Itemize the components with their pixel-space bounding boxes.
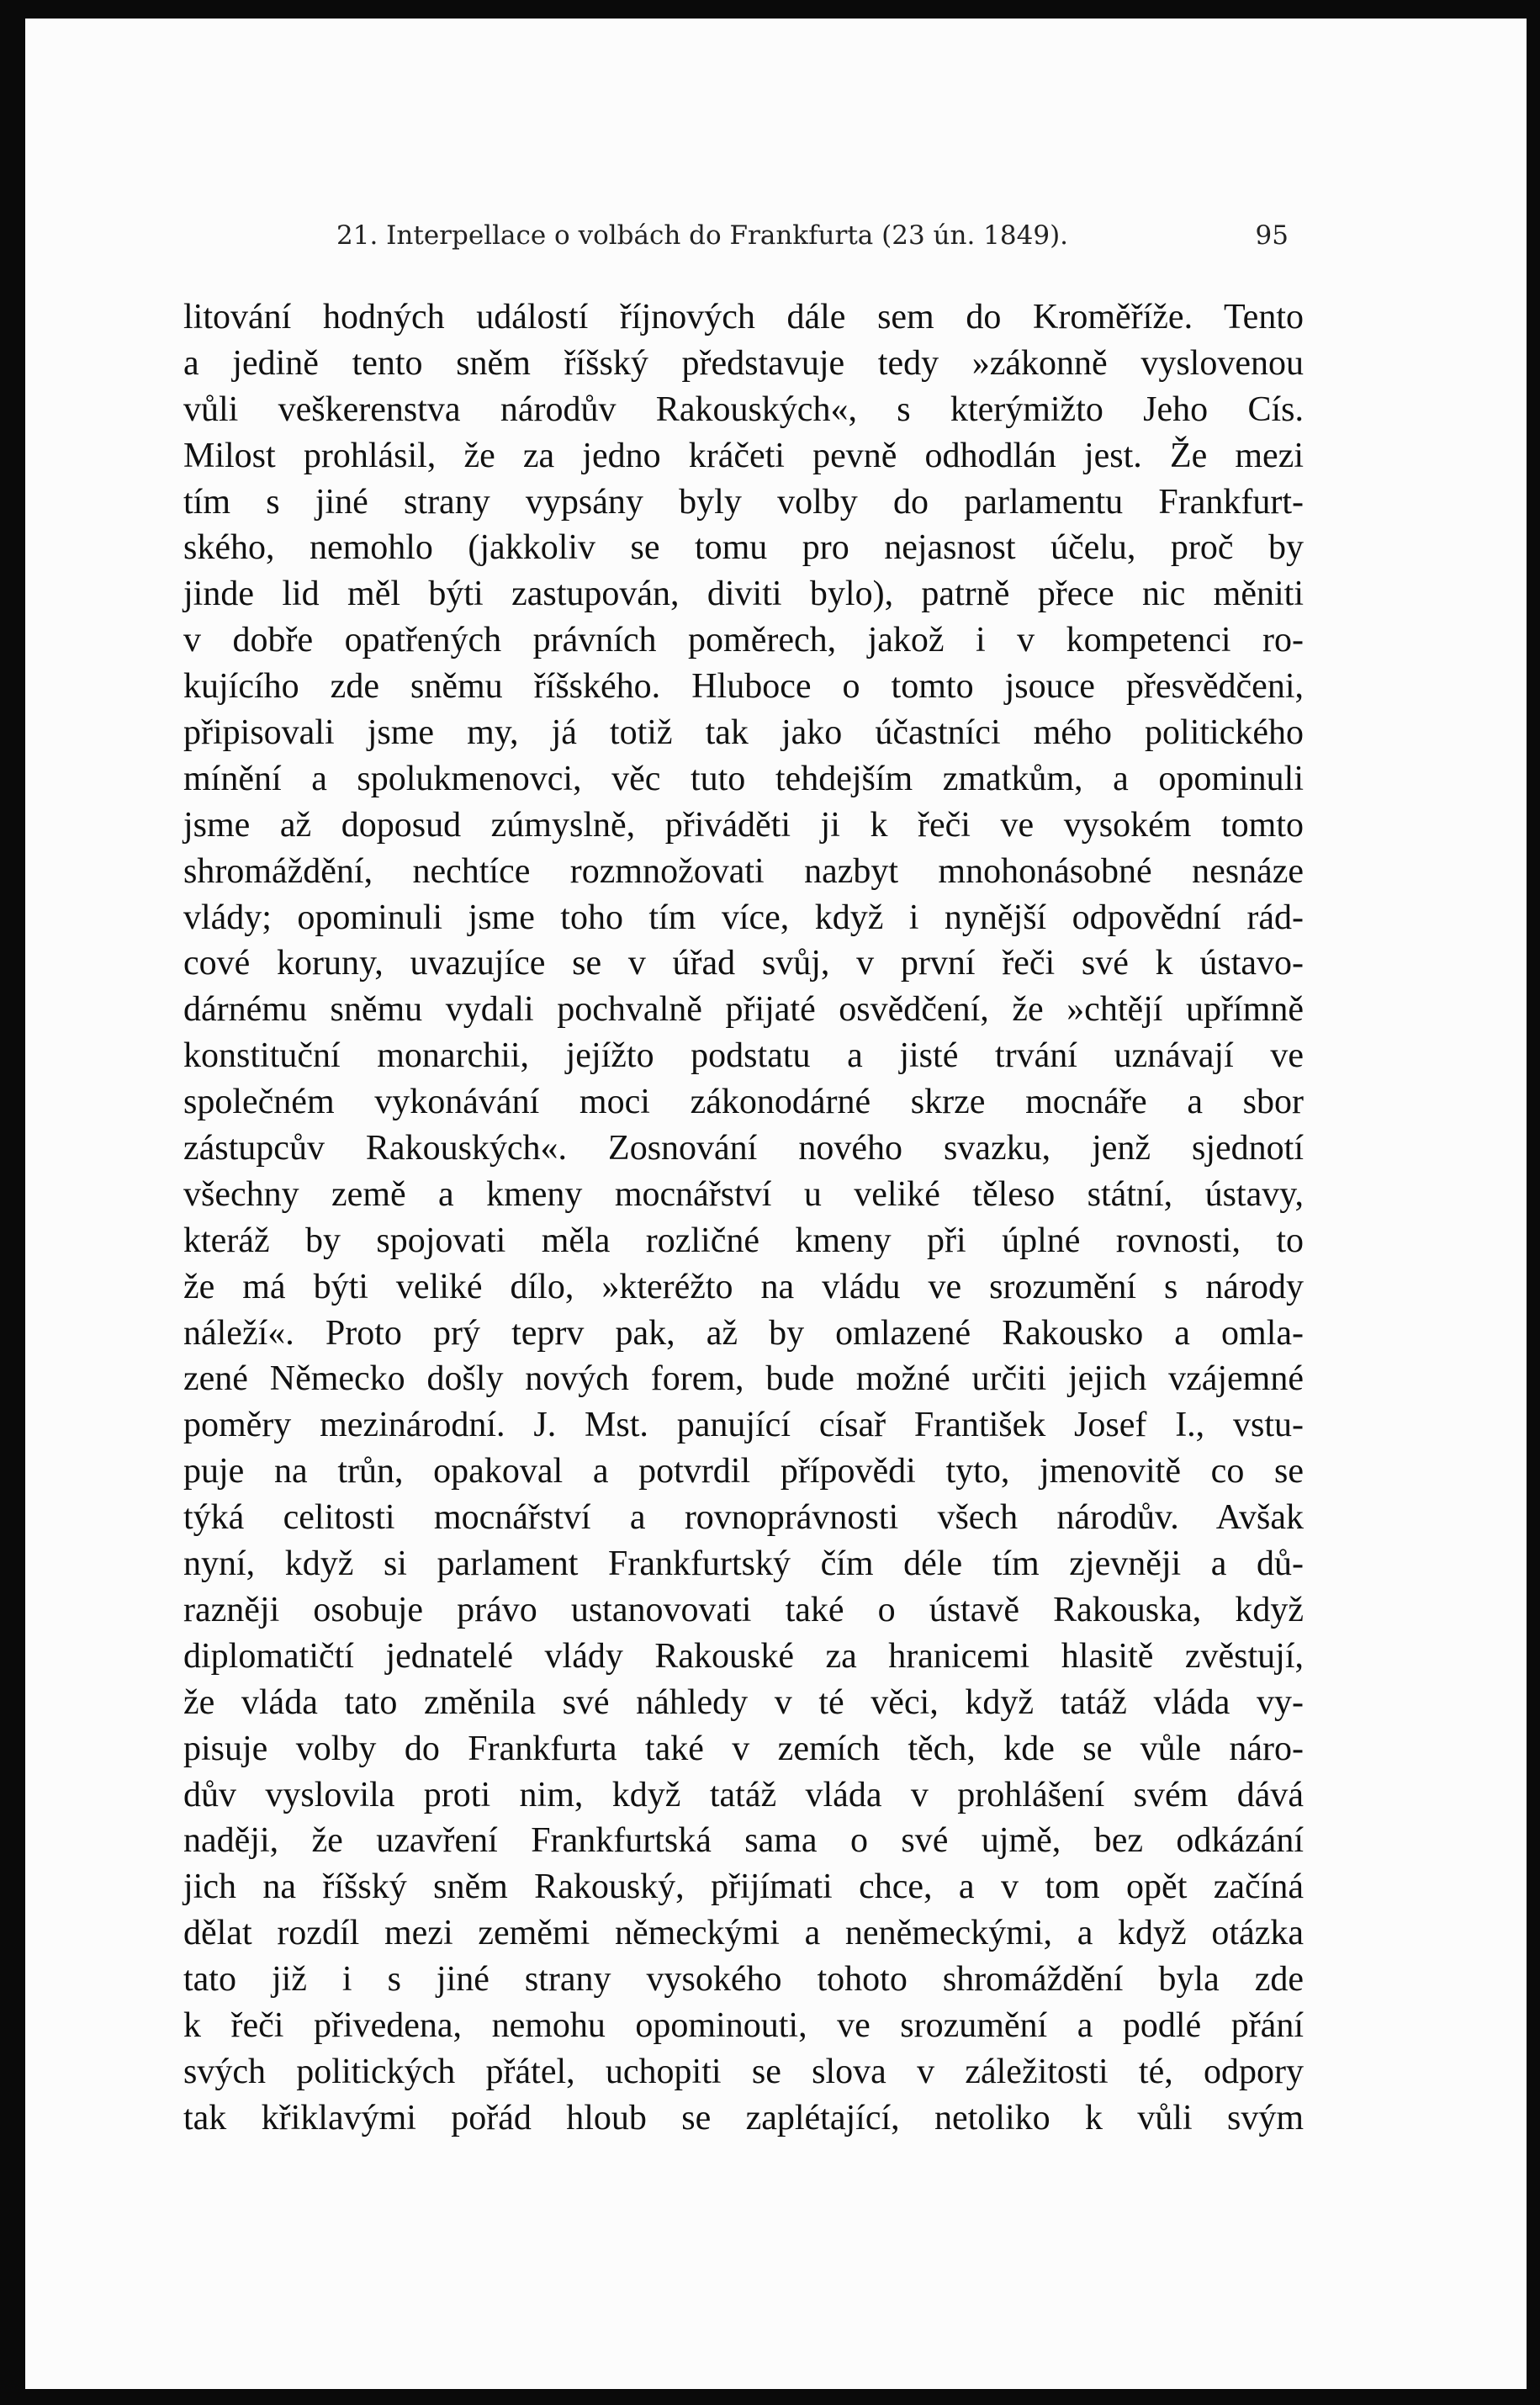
text-line: jsme až doposud zúmyslně, přiváděti ji k řeči ve vysokém tomto [183, 805, 1304, 845]
text-line: dův vyslovila proti nim, když tatáž vláda v prohlášení svém dává [183, 1775, 1304, 1814]
text-line: vlády; opominuli jsme toho tím více, když i nynější odpovědní rád- [183, 898, 1304, 937]
text-line: svých politických přátel, uchopiti se slova v záležitosti té, odpory [183, 2052, 1304, 2091]
text-line: všechny země a kmeny mocnářství u veliké těleso státní, ústavy, [183, 1174, 1304, 1214]
text-line: nyní, když si parlament Frankfurtský čím déle tím zjevněji a dů- [183, 1544, 1304, 1584]
text-line: vůli veškerenstva národův Rakouských«, s kterýmižto Jeho Cís. [183, 389, 1304, 429]
text-line: konstituční monarchii, jejížto podstatu a jisté trvání uznávají ve [183, 1036, 1304, 1076]
chapter-title: 21. Interpellace o volbách do Frankfurta (23 ún. 1849). [336, 220, 1069, 251]
text-line: k řeči přivedena, nemohu opominouti, ve srozumění a podlé přání [183, 2005, 1304, 2045]
text-line: zené Německo došly nových forem, bude možné určiti jejich vzájemné [183, 1359, 1304, 1399]
text-line: kujícího zde sněmu říšského. Hluboce o tomto jsouce přesvědčeni, [183, 667, 1304, 707]
text-line: shromáždění, nechtíce rozmnožovati nazbyt mnohonásobné nesnáze [183, 851, 1304, 891]
text-line: zástupcův Rakouských«. Zosnování nového svazku, jenž sjednotí [183, 1129, 1304, 1168]
page-number: 95 [1255, 220, 1289, 251]
text-line: týká celitosti mocnářství a rovnoprávnosti všech národův. Avšak [183, 1498, 1304, 1538]
text-line: razněji osobuje právo ustanovovati také o ústavě Rakouska, když [183, 1590, 1304, 1629]
text-line: naději, že uzavření Frankfurtská sama o své ujmě, bez odkázání [183, 1821, 1304, 1861]
text-line: litování hodných událostí říjnových dále sem do Kroměříže. Tento [183, 298, 1304, 336]
running-header [336, 220, 1289, 262]
text-line: Milost prohlásil, že za jedno kráčeti pevně odhodlán jest. Že mezi [183, 436, 1304, 475]
text-line: v dobře opatřených právních poměrech, jakož i v kompetenci ro- [183, 621, 1304, 660]
text-line: cové koruny, uvazujíce se v úřad svůj, v první řeči své k ústavo- [183, 944, 1304, 983]
text-line: že má býti veliké dílo, »kteréžto na vládu ve srozumění s národy [183, 1267, 1304, 1306]
text-line: náleží«. Proto prý teprv pak, až by omlazené Rakousko a omla- [183, 1313, 1304, 1353]
text-line: jich na říšský sněm Rakouský, přijímati chce, a v tom opět začíná [183, 1867, 1304, 1907]
text-line: jinde lid měl býti zastupován, diviti bylo), patrně přece nic měniti [183, 575, 1304, 614]
text-line: ského, nemohlo (jakkoliv se tomu pro nejasnost účelu, proč by [183, 528, 1304, 568]
text-line: tím s jiné strany vypsány byly volby do parlamentu Frankfurt- [183, 482, 1304, 522]
text-line: dělat rozdíl mezi zeměmi německými a neněmeckými, a když otázka [183, 1914, 1304, 1953]
text-line: společném vykonávání moci zákonodárné skrze mocnáře a sbor [183, 1083, 1304, 1122]
text-line: tato již i s jiné strany vysokého tohoto shromáždění byla zde [183, 1960, 1304, 2000]
text-line: a jedině tento sněm říšský představuje tedy »zákonně vyslovenou [183, 343, 1304, 383]
text-line: puje na trůn, opakoval a potvrdil přípovědi tyto, jmenovitě co se [183, 1452, 1304, 1491]
text-line: že vláda tato změnila své náhledy v té věci, když tatáž vláda vy- [183, 1682, 1304, 1722]
text-line: dárnému sněmu vydali pochvalně přijaté osvědčení, že »chtějí upřímně [183, 990, 1304, 1030]
text-line: diplomatičtí jednatelé vlády Rakouské za hranicemi hlasitě zvěstují, [183, 1636, 1304, 1676]
text-line: připisovali jsme my, já totiž tak jako účastníci mého politického [183, 713, 1304, 753]
text-line: tak křiklavými pořád hloub se zaplétající, netoliko k vůli svým [183, 2098, 1304, 2137]
body-text [183, 294, 1304, 2142]
text-line: poměry mezinárodní. J. Mst. panující císař František Josef I., vstu- [183, 1406, 1304, 1445]
text-line: pisuje volby do Frankfurta také v zemích těch, kde se vůle náro- [183, 1729, 1304, 1768]
text-line: mínění a spolukmenovci, věc tuto tehdejším zmatkům, a opominuli [183, 759, 1304, 798]
text-line: kteráž by spojovati měla rozličné kmeny při úplné rovnosti, to [183, 1221, 1304, 1260]
